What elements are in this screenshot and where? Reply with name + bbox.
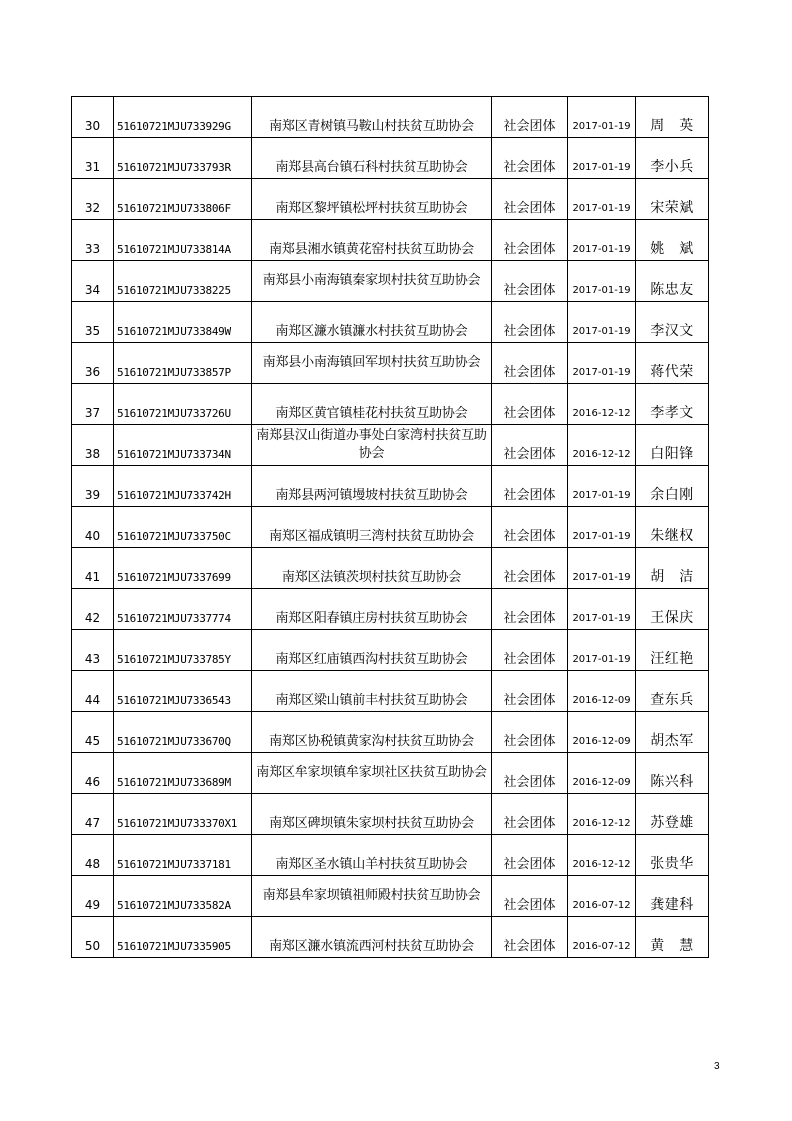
row-number-cell: 38 [72, 425, 114, 466]
table-row [72, 835, 709, 876]
table-row [72, 876, 709, 917]
row-number-cell: 33 [72, 220, 114, 261]
organization-type-cell: 社会团体 [492, 220, 568, 261]
organization-type-cell: 社会团体 [492, 589, 568, 630]
organization-name-cell: 南郑区梁山镇前丰村扶贫互助协会 [252, 671, 492, 712]
table-row [72, 220, 709, 261]
registration-date-cell: 2017-01-19 [568, 630, 636, 671]
organization-type-cell: 社会团体 [492, 712, 568, 753]
registration-date-cell: 2017-01-19 [568, 179, 636, 220]
row-number-cell: 43 [72, 630, 114, 671]
row-number-cell: 42 [72, 589, 114, 630]
row-number-cell: 31 [72, 138, 114, 179]
registration-date-cell: 2017-01-19 [568, 466, 636, 507]
organization-name-cell: 南郑县高台镇石科村扶贫互助协会 [252, 138, 492, 179]
organization-type-cell: 社会团体 [492, 261, 568, 302]
table-row [72, 302, 709, 343]
row-number-cell: 40 [72, 507, 114, 548]
organization-name-cell: 南郑区黄官镇桂花村扶贫互助协会 [252, 384, 492, 425]
legal-representative-cell: 苏登雄 [636, 794, 709, 835]
table-row [72, 466, 709, 507]
organization-name-cell: 南郑区青树镇马鞍山村扶贫互助协会 [252, 97, 492, 138]
organization-name-cell: 南郑县牟家坝镇祖师殿村扶贫互助协会 [252, 876, 492, 917]
organization-type-cell: 社会团体 [492, 343, 568, 384]
organization-name-cell: 南郑区碑坝镇朱家坝村扶贫互助协会 [252, 794, 492, 835]
organization-name-cell: 南郑县小南海镇秦家坝村扶贫互助协会 [252, 261, 492, 302]
registry-table [71, 96, 709, 958]
table-row [72, 179, 709, 220]
credit-code-cell: 51610721MJU7338225 [114, 261, 252, 302]
credit-code-cell: 51610721MJU733857P [114, 343, 252, 384]
registration-date-cell: 2016-12-09 [568, 712, 636, 753]
table-row [72, 589, 709, 630]
table-row [72, 548, 709, 589]
table-row [72, 671, 709, 712]
registration-date-cell: 2017-01-19 [568, 589, 636, 630]
credit-code-cell: 51610721MJU733929G [114, 97, 252, 138]
row-number-cell: 46 [72, 753, 114, 794]
legal-representative-cell: 黄 慧 [636, 917, 709, 958]
table-row [72, 507, 709, 548]
table-row [72, 97, 709, 138]
legal-representative-cell: 李孝文 [636, 384, 709, 425]
credit-code-cell: 51610721MJU733582A [114, 876, 252, 917]
organization-type-cell: 社会团体 [492, 384, 568, 425]
legal-representative-cell: 龚建科 [636, 876, 709, 917]
organization-type-cell: 社会团体 [492, 138, 568, 179]
legal-representative-cell: 王保庆 [636, 589, 709, 630]
organization-name-cell: 南郑县湘水镇黄花窑村扶贫互助协会 [252, 220, 492, 261]
legal-representative-cell: 余白刚 [636, 466, 709, 507]
credit-code-cell: 51610721MJU733750C [114, 507, 252, 548]
legal-representative-cell: 朱继权 [636, 507, 709, 548]
organization-name-cell: 南郑区濂水镇流西河村扶贫互助协会 [252, 917, 492, 958]
organization-name-cell: 南郑区濂水镇濂水村扶贫互助协会 [252, 302, 492, 343]
page-number: 3 [714, 1061, 720, 1072]
legal-representative-cell: 白阳锋 [636, 425, 709, 466]
organization-type-cell: 社会团体 [492, 425, 568, 466]
organization-type-cell: 社会团体 [492, 835, 568, 876]
organization-name-cell: 南郑县小南海镇回军坝村扶贫互助协会 [252, 343, 492, 384]
organization-type-cell: 社会团体 [492, 630, 568, 671]
organization-name-cell: 南郑区牟家坝镇牟家坝社区扶贫互助协会 [252, 753, 492, 794]
credit-code-cell: 51610721MJU7337774 [114, 589, 252, 630]
credit-code-cell: 51610721MJU733742H [114, 466, 252, 507]
organization-type-cell: 社会团体 [492, 97, 568, 138]
row-number-cell: 50 [72, 917, 114, 958]
credit-code-cell: 51610721MJU733814A [114, 220, 252, 261]
row-number-cell: 36 [72, 343, 114, 384]
row-number-cell: 48 [72, 835, 114, 876]
credit-code-cell: 51610721MJU733734N [114, 425, 252, 466]
registration-date-cell: 2016-07-12 [568, 917, 636, 958]
registration-date-cell: 2017-01-19 [568, 507, 636, 548]
registration-date-cell: 2016-12-09 [568, 671, 636, 712]
legal-representative-cell: 胡 洁 [636, 548, 709, 589]
credit-code-cell: 51610721MJU733370X1 [114, 794, 252, 835]
legal-representative-cell: 查东兵 [636, 671, 709, 712]
credit-code-cell: 51610721MJU7337181 [114, 835, 252, 876]
credit-code-cell: 51610721MJU7335905 [114, 917, 252, 958]
organization-type-cell: 社会团体 [492, 753, 568, 794]
legal-representative-cell: 姚 斌 [636, 220, 709, 261]
organization-type-cell: 社会团体 [492, 794, 568, 835]
row-number-cell: 34 [72, 261, 114, 302]
row-number-cell: 37 [72, 384, 114, 425]
registration-date-cell: 2017-01-19 [568, 548, 636, 589]
table-row [72, 384, 709, 425]
legal-representative-cell: 陈兴科 [636, 753, 709, 794]
credit-code-cell: 51610721MJU733785Y [114, 630, 252, 671]
organization-type-cell: 社会团体 [492, 876, 568, 917]
registration-date-cell: 2017-01-19 [568, 138, 636, 179]
legal-representative-cell: 张贵华 [636, 835, 709, 876]
organization-type-cell: 社会团体 [492, 671, 568, 712]
organization-name-cell: 南郑县两河镇墁坡村扶贫互助协会 [252, 466, 492, 507]
legal-representative-cell: 陈忠友 [636, 261, 709, 302]
row-number-cell: 41 [72, 548, 114, 589]
registration-date-cell: 2017-01-19 [568, 261, 636, 302]
table-row [72, 753, 709, 794]
registration-date-cell: 2017-01-19 [568, 97, 636, 138]
registration-date-cell: 2016-12-12 [568, 835, 636, 876]
credit-code-cell: 51610721MJU733689M [114, 753, 252, 794]
credit-code-cell: 51610721MJU7336543 [114, 671, 252, 712]
organization-type-cell: 社会团体 [492, 302, 568, 343]
legal-representative-cell: 周 英 [636, 97, 709, 138]
table-row [72, 138, 709, 179]
registration-date-cell: 2017-01-19 [568, 220, 636, 261]
table-row [72, 712, 709, 753]
credit-code-cell: 51610721MJU733726U [114, 384, 252, 425]
organization-name-cell: 南郑区阳春镇庄房村扶贫互助协会 [252, 589, 492, 630]
organization-type-cell: 社会团体 [492, 466, 568, 507]
organization-name-cell: 南郑区协税镇黄家沟村扶贫互助协会 [252, 712, 492, 753]
table-row [72, 917, 709, 958]
row-number-cell: 32 [72, 179, 114, 220]
organization-name-cell: 南郑区圣水镇山羊村扶贫互助协会 [252, 835, 492, 876]
credit-code-cell: 51610721MJU733793R [114, 138, 252, 179]
credit-code-cell: 51610721MJU733670Q [114, 712, 252, 753]
table-row [72, 794, 709, 835]
credit-code-cell: 51610721MJU733849W [114, 302, 252, 343]
registration-date-cell: 2016-12-12 [568, 794, 636, 835]
organization-name-cell: 南郑区法镇茨坝村扶贫互助协会 [252, 548, 492, 589]
registration-date-cell: 2017-01-19 [568, 343, 636, 384]
table-row [72, 630, 709, 671]
registration-date-cell: 2017-01-19 [568, 302, 636, 343]
row-number-cell: 45 [72, 712, 114, 753]
table-row [72, 425, 709, 466]
organization-name-cell: 南郑区福成镇明三湾村扶贫互助协会 [252, 507, 492, 548]
organization-type-cell: 社会团体 [492, 507, 568, 548]
row-number-cell: 44 [72, 671, 114, 712]
organization-type-cell: 社会团体 [492, 548, 568, 589]
legal-representative-cell: 蒋代荣 [636, 343, 709, 384]
legal-representative-cell: 汪红艳 [636, 630, 709, 671]
row-number-cell: 39 [72, 466, 114, 507]
registration-date-cell: 2016-12-12 [568, 384, 636, 425]
organization-type-cell: 社会团体 [492, 917, 568, 958]
registration-date-cell: 2016-12-09 [568, 753, 636, 794]
registration-date-cell: 2016-07-12 [568, 876, 636, 917]
legal-representative-cell: 李小兵 [636, 138, 709, 179]
table-row [72, 261, 709, 302]
legal-representative-cell: 胡杰军 [636, 712, 709, 753]
organization-name-cell: 南郑区黎坪镇松坪村扶贫互助协会 [252, 179, 492, 220]
row-number-cell: 47 [72, 794, 114, 835]
organization-type-cell: 社会团体 [492, 179, 568, 220]
row-number-cell: 49 [72, 876, 114, 917]
table-body [72, 97, 709, 958]
row-number-cell: 30 [72, 97, 114, 138]
legal-representative-cell: 李汉文 [636, 302, 709, 343]
credit-code-cell: 51610721MJU7337699 [114, 548, 252, 589]
legal-representative-cell: 宋荣斌 [636, 179, 709, 220]
organization-name-cell: 南郑区红庙镇西沟村扶贫互助协会 [252, 630, 492, 671]
registration-date-cell: 2016-12-12 [568, 425, 636, 466]
table-row [72, 343, 709, 384]
organization-name-cell: 南郑县汉山街道办事处白家湾村扶贫互助协会 [252, 425, 492, 466]
credit-code-cell: 51610721MJU733806F [114, 179, 252, 220]
row-number-cell: 35 [72, 302, 114, 343]
